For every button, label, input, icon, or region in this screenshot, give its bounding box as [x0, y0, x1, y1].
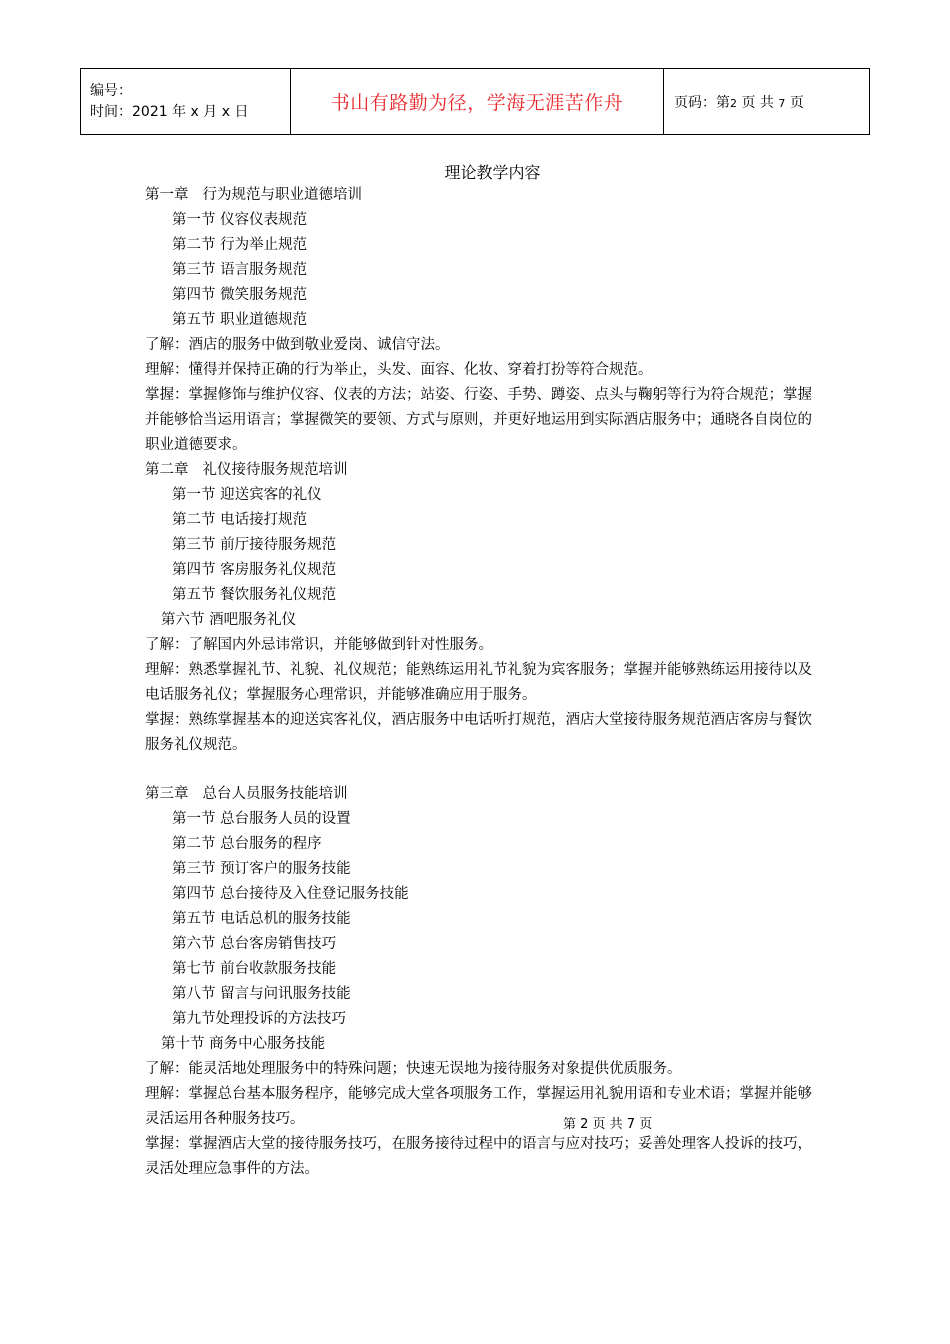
section-item: 第三节 语言服务规范 [172, 262, 308, 278]
section-item: 第四节 客房服务礼仪规范 [172, 562, 337, 578]
section-item: 第一节 迎送宾客的礼仪 [172, 487, 322, 503]
page-current: 2 [730, 96, 737, 110]
section-item: 第三节 前厅接待服务规范 [172, 537, 337, 553]
spacer [145, 758, 815, 782]
section-item: 第六节 酒吧服务礼仪 [161, 612, 297, 628]
requirement-comprehend: 理解：掌握总台基本服务程序，能够完成大堂各项服务工作，掌握运用礼貌用语和专业术语；掌握并能够灵活运用各种服务技巧。 [145, 1086, 812, 1127]
section-item: 第二节 电话接打规范 [172, 512, 308, 528]
section-item: 第九节处理投诉的方法技巧 [172, 1011, 346, 1027]
page-mid: 页 共 [741, 94, 774, 111]
document-body [145, 183, 815, 1182]
section-item: 第四节 总台接待及入住登记服务技能 [172, 886, 409, 902]
requirement-understand: 了解：酒店的服务中做到敬业爱岗、诚信守法。 [145, 337, 450, 353]
time-line [90, 102, 290, 123]
motto: 书山有路勤为径，学海无涯苦作舟 [291, 69, 664, 135]
section-item: 第一节 仪容仪表规范 [172, 212, 308, 228]
page-title: 理论教学内容 [444, 163, 541, 182]
requirement-comprehend: 理解：懂得并保持正确的行为举止，头发、面容、化妆、穿着打扮等符合规范。 [145, 362, 653, 378]
section-item: 第五节 职业道德规范 [172, 312, 308, 328]
section-item: 第四节 微笑服务规范 [172, 287, 308, 303]
time-value: 2021 年 x 月 x 日 [132, 103, 249, 120]
section-item: 第六节 总台客房销售技巧 [172, 936, 337, 952]
chapter-label: 第一章 [145, 187, 189, 203]
page-total: 7 [778, 96, 786, 110]
chapter-heading [145, 458, 815, 483]
requirement-understand: 了解：能灵活地处理服务中的特殊问题；快速无误地为接待服务对象提供优质服务。 [145, 1061, 682, 1077]
section-item: 第五节 电话总机的服务技能 [172, 911, 351, 927]
section-item: 第十节 商务中心服务技能 [161, 1036, 326, 1052]
header-table [80, 68, 870, 135]
page-number-footer: 第 2 页 共 7 页 [563, 1117, 653, 1132]
section-item: 第三节 预订客户的服务技能 [172, 861, 351, 877]
requirement-understand: 了解：了解国内外忌讳常识，并能够做到针对性服务。 [145, 637, 493, 653]
page-info-cell [664, 69, 870, 135]
requirement-master: 掌握：掌握修饰与维护仪容、仪表的方法；站姿、行姿、手势、蹲姿、点头与鞠躬等行为符合规范；掌握并能够恰当运用语言；掌握微笑的要领、方式与原则，并更好地运用到实际酒店服务中；通晓各自岗位的职业道德要求。 [145, 387, 812, 453]
page-label: 页码：第 [674, 94, 730, 111]
chapter-title: 行为规范与职业道德培训 [202, 187, 362, 203]
number-label: 编号： [90, 82, 132, 99]
header-info-cell [81, 69, 291, 135]
section-item: 第二节 总台服务的程序 [172, 836, 322, 852]
requirement-master: 掌握：熟练掌握基本的迎送宾客礼仪，酒店服务中电话听打规范，酒店大堂接待服务规范酒店客房与餐饮服务礼仪规范。 [145, 712, 812, 753]
requirement-comprehend: 理解：熟悉掌握礼节、礼貌、礼仪规范；能熟练运用礼节礼貌为宾客服务；掌握并能够熟练运用接待以及电话服务礼仪；掌握服务心理常识，并能够准确应用于服务。 [145, 662, 812, 703]
chapter-label: 第三章 [145, 786, 189, 802]
chapter-label: 第二章 [145, 462, 189, 478]
section-item: 第七节 前台收款服务技能 [172, 961, 337, 977]
time-label: 时间： [90, 103, 132, 120]
requirement-master: 掌握：掌握酒店大堂的接待服务技巧，在服务接待过程中的语言与应对技巧；妥善处理客人投诉的技巧，灵活处理应急事件的方法。 [145, 1136, 812, 1177]
section-item: 第五节 餐饮服务礼仪规范 [172, 587, 337, 603]
section-item: 第一节 总台服务人员的设置 [172, 811, 351, 827]
chapter-heading [145, 183, 815, 208]
chapter-title: 总台人员服务技能培训 [202, 786, 348, 802]
chapter-title: 礼仪接待服务规范培训 [202, 462, 348, 478]
page-end: 页 [789, 94, 804, 111]
section-item: 第八节 留言与问讯服务技能 [172, 986, 351, 1002]
chapter-heading [145, 782, 815, 807]
section-item: 第二节 行为举止规范 [172, 237, 308, 253]
